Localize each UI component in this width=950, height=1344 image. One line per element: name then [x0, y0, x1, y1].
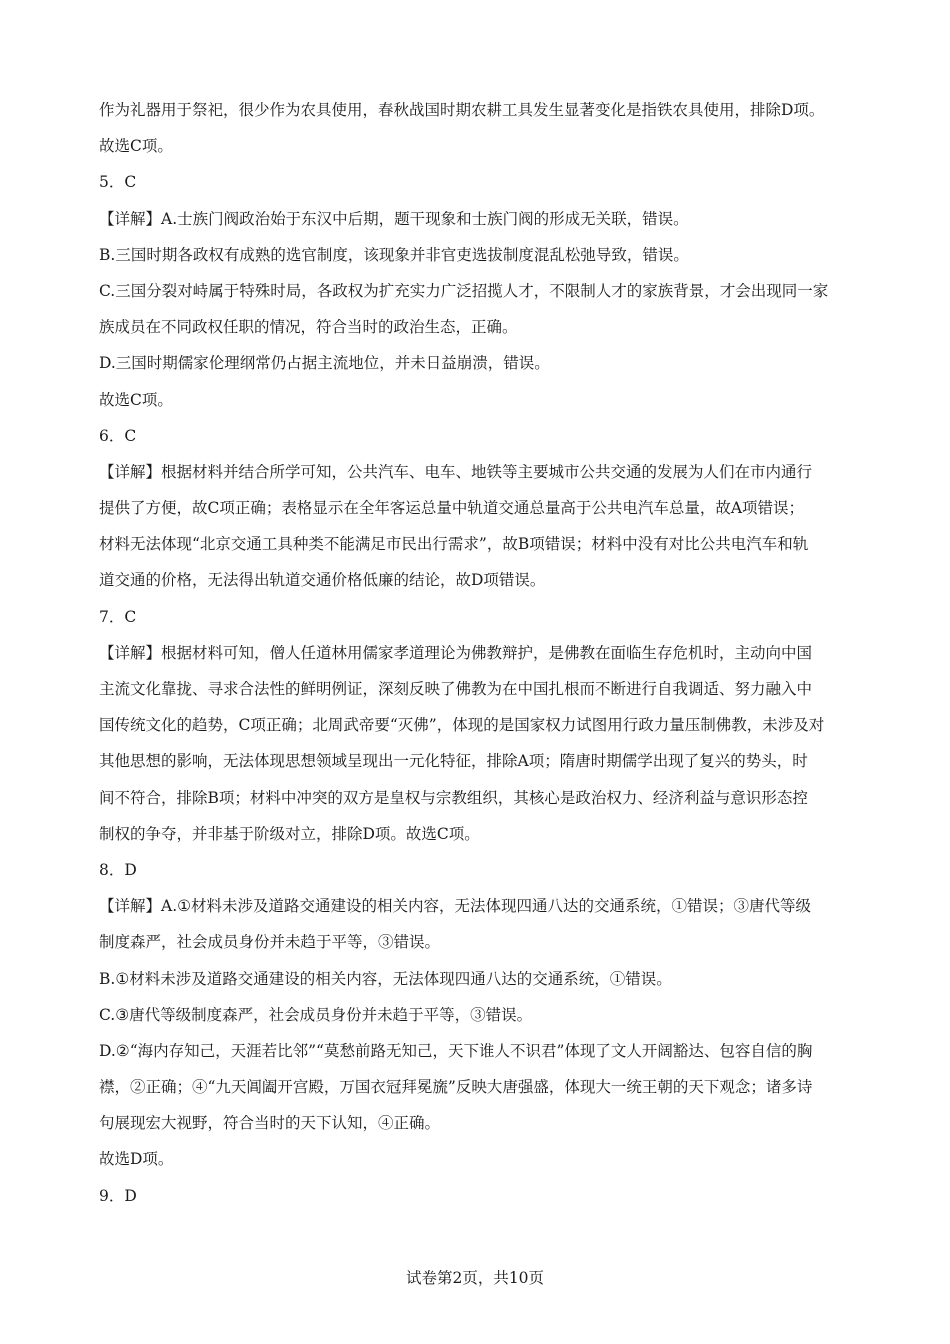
question-answer: 6．C	[99, 426, 137, 445]
text-line: 材料无法体现“北京交通工具种类不能满足市民出行需求”，故B项错误；材料中没有对比公共电汽车和轨	[99, 535, 809, 554]
text-line: 道交通的价格，无法得出轨道交通价格低廉的结论，故D项错误。	[99, 571, 546, 590]
text-line: B.三国时期各政权有成熟的选官制度，该现象并非官吏选拔制度混乱松弛导致，错误。	[99, 245, 689, 264]
text-line: 故选C项。	[99, 390, 173, 409]
text-line: 其他思想的影响，无法体现思想领域呈现出一元化特征，排除A项；隋唐时期儒学出现了复兴的势头，时	[99, 752, 808, 771]
text-line: 主流文化靠拢、寻求合法性的鲜明例证，深刻反映了佛教为在中国扎根而不断进行自我调适、努力融入中	[99, 680, 813, 698]
text-line: 制权的争夺，并非基于阶级对立，排除D项。故选C项。	[99, 824, 480, 843]
text-line: 句展现宏大视野，符合当时的天下认知，④正确。	[99, 1114, 441, 1133]
text-line: 间不符合，排除B项；材料中冲突的双方是皇权与宗教组织，其核心是政治权力、经济利益与意识形态控	[99, 788, 808, 807]
question-answer: 8．D	[99, 860, 137, 879]
text-line: B.①材料未涉及道路交通建设的相关内容，无法体现四通八达的交通系统，①错误。	[99, 969, 672, 988]
question-answer: 9．D	[99, 1186, 137, 1205]
text-line: C.三国分裂对峙属于特殊时局，各政权为扩充实力广泛招揽人才，不限制人才的家族背景，才会出现同一家	[99, 281, 829, 300]
text-line: 作为礼器用于祭祀，很少作为农具使用，春秋战国时期农耕工具发生显著变化是指铁农具使用，排除D项。	[99, 101, 825, 119]
text-line: D.②“海内存知己，天涯若比邻”“莫愁前路无知己，天下谁人不识君”体现了文人开阔豁达、包容自信的胸	[99, 1041, 813, 1060]
text-line: 国传统文化的趋势，C项正确；北周武帝要“灭佛”，体现的是国家权力试图用行政力量压制佛教，未涉及对	[99, 716, 825, 735]
text-line: 【详解】根据材料可知，僧人任道林用儒家孝道理论为佛教辩护，是佛教在面临生存危机时，主动向中国	[99, 643, 813, 662]
text-line: 制度森严，社会成员身份并未趋于平等，③错误。	[99, 933, 441, 952]
text-line: D.三国时期儒家伦理纲常仍占据主流地位，并未日益崩溃，错误。	[99, 354, 550, 373]
text-line: 提供了方便，故C项正确；表格显示在全年客运总量中轨道交通总量高于公共电汽车总量，故A项错误；	[99, 499, 805, 518]
question-answer: 7．C	[99, 607, 137, 626]
answer-explanation-body	[99, 92, 859, 1214]
text-line: 【详解】根据材料并结合所学可知，公共汽车、电车、地铁等主要城市公共交通的发展为人们在市内通行	[99, 462, 813, 481]
question-answer: 5．C	[99, 173, 137, 192]
text-line: 【详解】A.①材料未涉及道路交通建设的相关内容，无法体现四通八达的交通系统，①错误；③唐代等级	[99, 897, 812, 916]
text-line: 族成员在不同政权任职的情况，符合当时的政治生态，正确。	[99, 318, 518, 337]
page-footer: 试卷第2页，共10页	[405, 1269, 545, 1287]
text-line: C.③唐代等级制度森严，社会成员身份并未趋于平等，③错误。	[99, 1005, 533, 1024]
text-line: 襟，②正确；④“九天阊阖开宫殿，万国衣冠拜冕旒”反映大唐强盛，体现大一统王朝的天下观念；诸多诗	[99, 1078, 813, 1097]
text-line: 故选C项。	[99, 137, 173, 156]
text-line: 故选D项。	[99, 1150, 174, 1169]
text-line: 【详解】A.士族门阀政治始于东汉中后期，题干现象和士族门阀的形成无关联，错误。	[99, 209, 689, 228]
